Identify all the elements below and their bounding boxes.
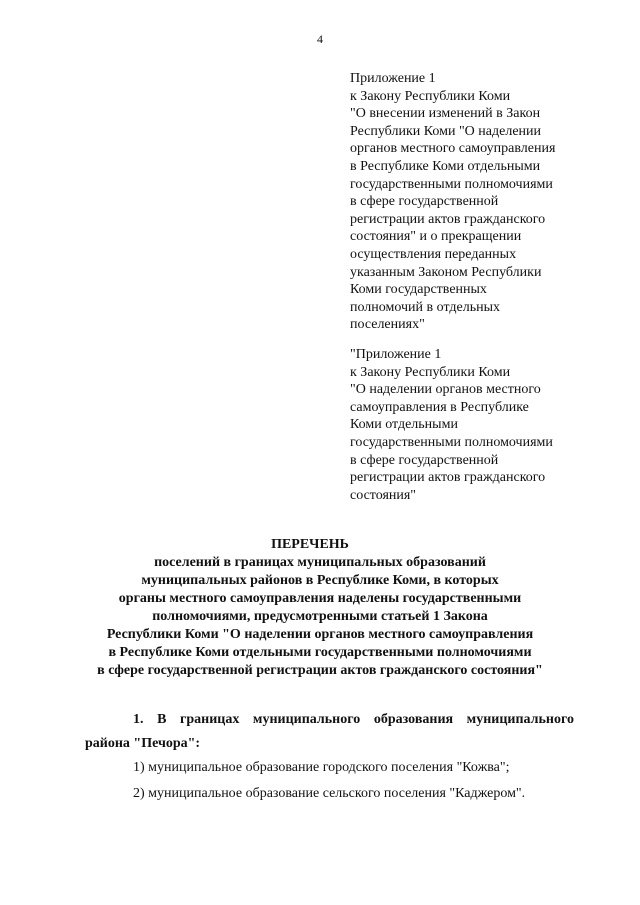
heading-title: ПЕРЕЧЕНЬ bbox=[271, 537, 349, 552]
heading-subtitle-line: полномочиями, предусмотренными статьей 1 Закона bbox=[152, 609, 488, 624]
heading-subtitle-line: Республики Коми "О наделении органов местного самоуправления bbox=[106, 627, 534, 642]
item-1-heading-continuation: района "Печора": bbox=[85, 736, 201, 751]
appendix-2-line: состояния" bbox=[350, 487, 417, 503]
appendix-1-line: Коми государственных bbox=[350, 282, 487, 298]
appendix-2-line: "О наделении органов местного bbox=[350, 382, 541, 398]
appendix-1-block bbox=[350, 70, 610, 334]
appendix-1-line: Приложение 1 bbox=[350, 71, 436, 86]
heading-subtitle-line: органы местного самоуправления наделены государственными bbox=[118, 591, 522, 606]
appendix-2-line: Коми отдельными bbox=[350, 417, 458, 433]
appendix-1-line: государственными полномочиями bbox=[350, 176, 553, 192]
appendix-1-line: к Закону Республики Коми bbox=[350, 88, 511, 104]
page-number: 4 bbox=[317, 32, 323, 46]
appendix-1-line: в Республике Коми отдельными bbox=[350, 158, 541, 174]
appendix-1-line: указанным Законом Республики bbox=[350, 264, 542, 280]
appendix-1-line: полномочий в отдельных bbox=[350, 299, 501, 315]
heading-subtitle-line: поселений в границах муниципальных образований bbox=[154, 555, 486, 570]
appendix-1-line: органов местного самоуправления bbox=[350, 141, 556, 157]
appendix-1-line: "О внесении изменений в Закон bbox=[350, 106, 541, 122]
sub-item-kozhva: 1) муниципальное образование городского поселения "Кожва"; bbox=[133, 760, 510, 775]
appendix-2-line: в сфере государственной bbox=[350, 452, 499, 468]
appendix-1-line: состояния" и о прекращении bbox=[350, 229, 522, 245]
appendix-2-line: к Закону Республики Коми bbox=[350, 364, 511, 380]
appendix-2-line: самоуправления в Республике bbox=[350, 399, 529, 415]
appendix-1-line: регистрации актов гражданского bbox=[350, 211, 546, 227]
appendix-1-line: Республики Коми "О наделении bbox=[350, 123, 542, 139]
list-heading bbox=[0, 536, 640, 680]
appendix-2-block bbox=[350, 346, 610, 504]
heading-subtitle-line: муниципальных районов в Республике Коми, в которых bbox=[141, 573, 499, 588]
appendix-1-line: поселениях" bbox=[350, 317, 425, 333]
item-1-heading: 1. В границах муниципального образования муниципального bbox=[133, 712, 574, 727]
sub-item-kadzherom: 2) муниципальное образование сельского поселения "Каджером". bbox=[133, 786, 526, 801]
appendix-1-line: в сфере государственной bbox=[350, 194, 499, 210]
appendix-2-line: "Приложение 1 bbox=[350, 347, 442, 362]
appendix-2-line: государственными полномочиями bbox=[350, 434, 553, 450]
appendix-1-line: осуществления переданных bbox=[350, 246, 517, 262]
heading-subtitle-line: в Республике Коми отдельными государственными полномочиями bbox=[108, 645, 532, 660]
heading-subtitle-line: в сфере государственной регистрации актов гражданского состояния" bbox=[97, 663, 543, 678]
appendix-2-line: регистрации актов гражданского bbox=[350, 470, 546, 486]
